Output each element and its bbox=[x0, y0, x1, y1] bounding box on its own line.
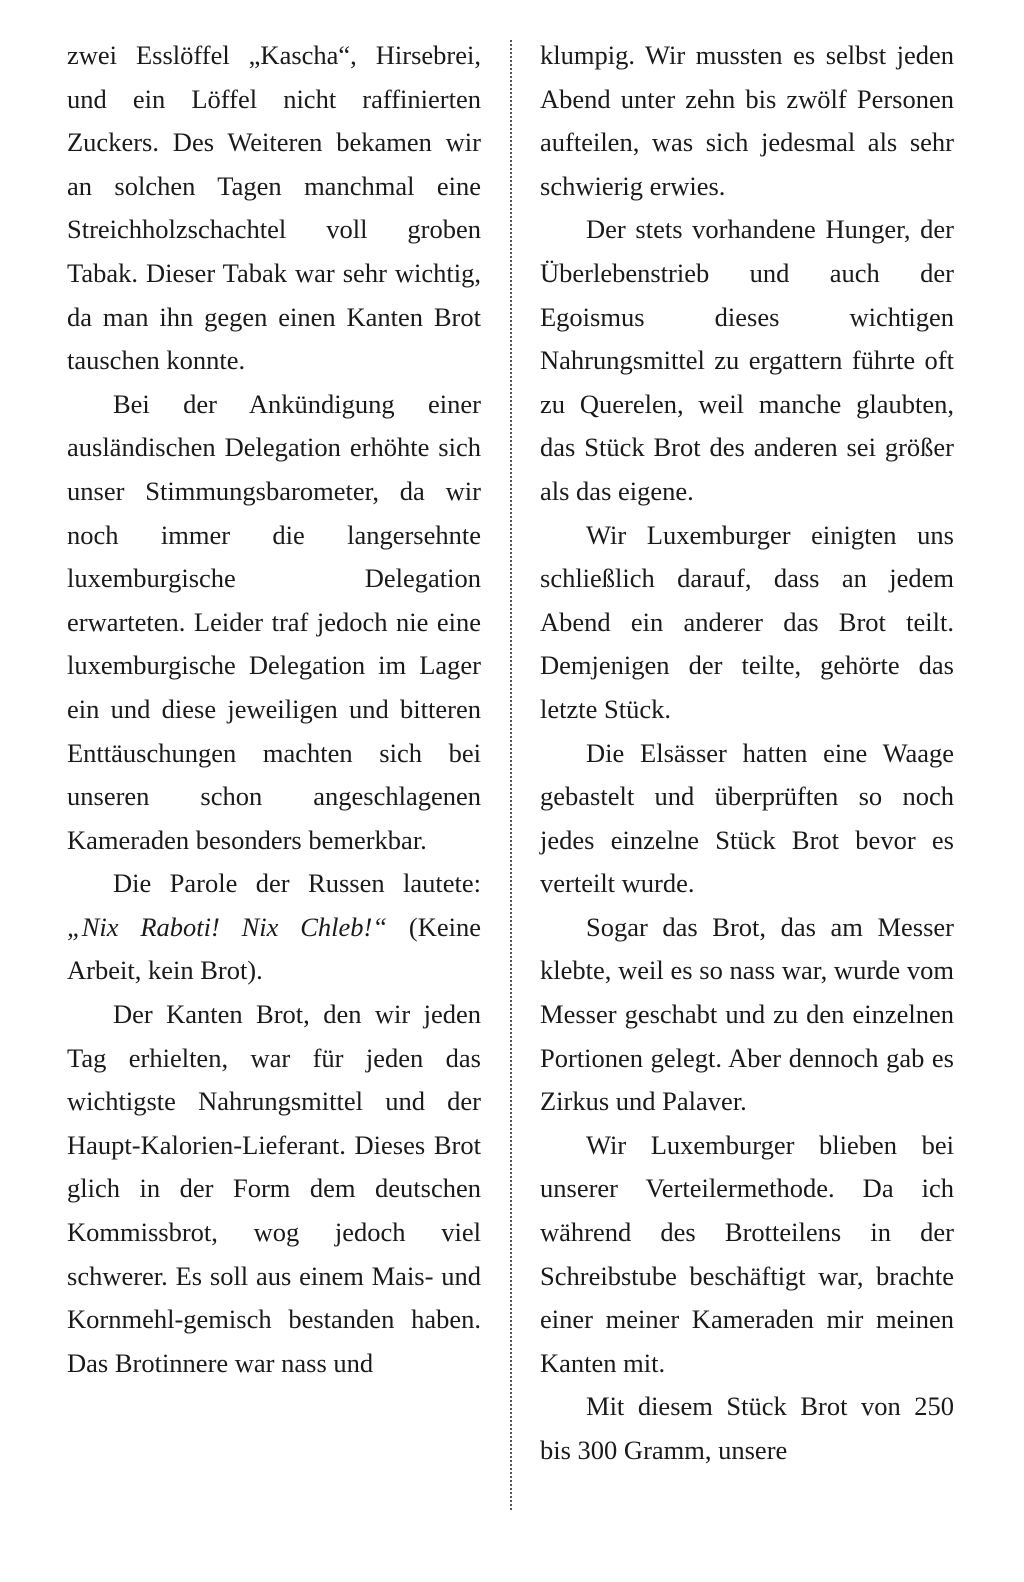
left-paragraph-3-intro: Die Parole der Russen lautete: bbox=[113, 868, 481, 899]
right-paragraph-1: klumpig. Wir mussten es selbst jeden Abend unter zehn bis zwölf Personen aufteilen, was sich jedesmal als sehr schwierig erwies. bbox=[540, 40, 954, 201]
right-paragraph-2: Der stets vorhandene Hunger, der Überlebenstrieb und auch der Egoismus dieses wichtigen Nahrungsmittel zu ergattern führte oft zu Querelen, weil manche glaubten, das Stück Brot des anderen sei größer als das eigene. bbox=[540, 214, 954, 506]
left-column bbox=[67, 34, 481, 1385]
left-paragraph-1: zwei Esslöffel „Kascha“, Hirsebrei, und ein Löffel nicht raffinierten Zuckers. Des Weiteren bekamen wir an solchen Tagen manchmal eine Streichholzschachtel voll groben Tabak. Dieser Tabak war sehr wichtig, da man ihn gegen einen Kanten Brot tauschen konnte. bbox=[67, 40, 481, 376]
right-paragraph-7: Mit diesem Stück Brot von 250 bis 300 Gramm, unsere bbox=[540, 1391, 954, 1465]
left-paragraph-3-quote: „Nix Raboti! Nix Chleb!“ bbox=[67, 911, 388, 942]
right-paragraph-3: Wir Luxemburger einigten uns schließlich darauf, dass an jedem Abend ein anderer das Brot teilt. Demjenigen der teilte, gehörte das letzte Stück. bbox=[540, 519, 954, 724]
column-divider bbox=[510, 40, 512, 1510]
right-paragraph-5: Sogar das Brot, das am Messer klebte, weil es so nass war, wurde vom Messer geschabt und zu den einzelnen Portionen gelegt. Aber dennoch gab es Zirkus und Palaver. bbox=[540, 911, 954, 1117]
right-paragraph-6: Wir Luxemburger blieben bei unserer Verteilermethode. Da ich während des Brotteilens in der Schreibstube beschäftigt war, brachte einer meiner Kameraden mir meinen Kanten mit. bbox=[540, 1129, 954, 1378]
right-paragraph-4: Die Elsässer hatten eine Waage gebastelt und überprüften so noch jedes einzelne Stück Brot bevor es verteilt wurde. bbox=[540, 737, 954, 899]
left-paragraph-3 bbox=[67, 862, 481, 993]
left-paragraph-4: Der Kanten Brot, den wir jeden Tag erhielten, war für jeden das wichtigste Nahrungsmittel und der Haupt-Kalorien-Lieferant. Dieses Brot glich in der Form dem deutschen Kommissbrot, wog jedoch viel schwerer. Es soll aus einem Mais- und Kornmehl-gemisch bestanden haben. Das Brotinnere war nass und bbox=[67, 999, 481, 1378]
left-paragraph-3-outro: (Keine Arbeit, kein Brot). bbox=[67, 911, 481, 986]
left-paragraph-2: Bei der Ankündigung einer ausländischen Delegation erhöhte sich unser Stimmungsbarometer, da wir noch immer die langersehnte luxemburgische Delegation erwarteten. Leider traf jedoch nie eine luxemburgische Delegation im Lager ein und diese jeweiligen und bitteren Enttäuschungen machten sich bei unseren schon angeschlagenen Kameraden besonders bemerkbar. bbox=[67, 388, 481, 855]
right-column bbox=[540, 34, 954, 1473]
